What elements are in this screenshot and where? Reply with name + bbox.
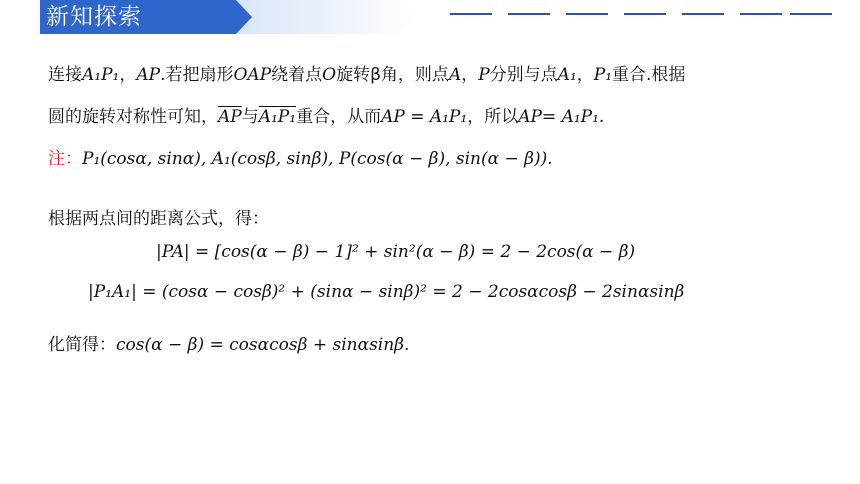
math-a1p1: A₁P₁ [82, 65, 120, 85]
conclusion-formula: cos(α − β) = cosαcosβ + sinαsinβ. [116, 335, 410, 355]
text: 分别与点 [489, 65, 558, 85]
math-p1: P₁ [593, 65, 613, 85]
math-arc-ap: $\overline{AP}$ [218, 107, 242, 127]
note-line [48, 146, 553, 172]
math-oap: OAP [233, 65, 272, 85]
decorative-dashes [450, 13, 832, 17]
math-o: O [322, 65, 337, 85]
math-p: P [478, 65, 490, 85]
text: 旋转β角，则点 [336, 65, 449, 85]
paragraph-line-1 [48, 62, 685, 88]
distance-intro [48, 206, 269, 232]
math-chord-equality: AP= A₁P₁. [518, 107, 605, 127]
conclusion-label: 化简得： [48, 335, 116, 355]
section-title: 新知探索 [46, 4, 142, 30]
conclusion-line [48, 332, 409, 358]
note-label: 注： [48, 149, 82, 169]
text: ，所以 [467, 107, 519, 127]
text: 根据两点间的距离公式，得： [48, 209, 269, 229]
text: .若把扇形 [160, 65, 234, 85]
paragraph-line-2 [48, 104, 604, 130]
text: 绕着点 [271, 65, 323, 85]
math-arc-a1p1: A₁P₁ [258, 107, 297, 127]
math-arc-equality: AP = A₁P₁ [381, 107, 468, 127]
text: 连接 [48, 65, 82, 85]
text: 圆的旋转对称性可知， [48, 107, 218, 127]
math-ap: AP [136, 65, 161, 85]
equation-p1a1: |P₁A₁| = (cosα − cosβ)² + (sinα − sinβ)² = 2 − 2cosαcosβ − 2sinαsinβ [88, 282, 685, 302]
text: 重合，从而 [296, 107, 382, 127]
text: ， [576, 65, 594, 85]
text: ， [461, 65, 479, 85]
math-a1: A₁ [557, 65, 577, 85]
text: ， [119, 65, 137, 85]
note-formula: P₁(cosα, sinα), A₁(cosβ, sinβ), P(cos(α − β), sin(α − β)). [82, 149, 553, 169]
equation-pa: |PA| = [cos(α − β) − 1]² + sin²(α − β) = 2 − 2cos(α − β) [156, 242, 636, 262]
text: 与 [241, 107, 259, 127]
text: 重合.根据 [612, 65, 686, 85]
math-a: A [448, 65, 462, 85]
